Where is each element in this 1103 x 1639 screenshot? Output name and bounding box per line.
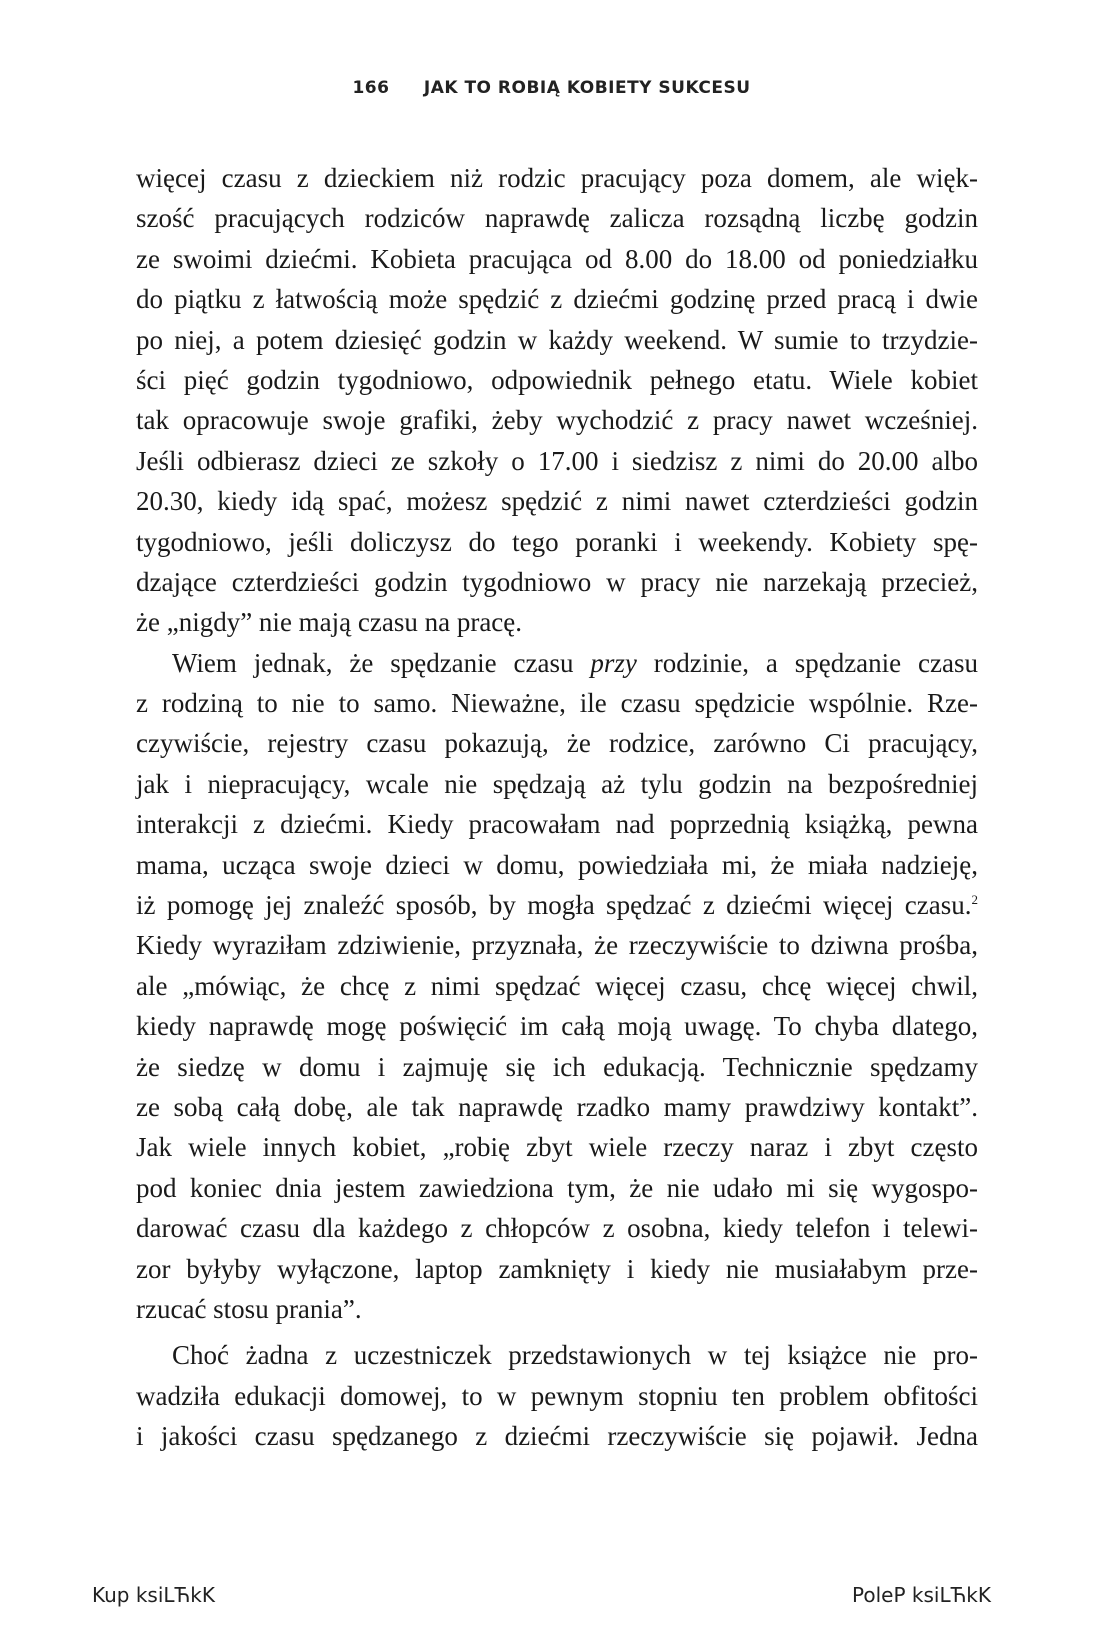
- text-line: że siedzę w domu i zajmuję się ich edukacją. Technicznie spędzamy: [136, 1051, 978, 1082]
- recommend-book-link[interactable]: PoleP ksiLЋkK: [852, 1583, 991, 1607]
- text-line: dzające czterdzieści godzin tygodniowo w pracy nie narzekają przecież,: [136, 566, 978, 597]
- text-line: rzucać stosu prania”.: [136, 1293, 362, 1324]
- buy-book-link[interactable]: Kup ksiLЋkK: [92, 1583, 215, 1607]
- text-line: po niej, a potem dziesięć godzin w każdy weekend. W sumie to trzydzie-: [136, 324, 978, 355]
- text-line: tygodniowo, jeśli doliczysz do tego poranki i weekendy. Kobiety spę-: [136, 526, 978, 557]
- text-line: czywiście, rejestry czasu pokazują, że rodzice, zarówno Ci pracujący,: [136, 728, 978, 759]
- text-line: do piątku z łatwością może spędzić z dziećmi godzinę przed pracą i dwie: [136, 284, 978, 315]
- text-line: mama, ucząca swoje dzieci w domu, powiedziała mi, że miała nadzieję,: [136, 849, 978, 880]
- text-line: [136, 885, 978, 925]
- footnote-marker: 2: [971, 892, 978, 908]
- text-fragment: rodzinie, a spędzanie czasu: [636, 647, 978, 678]
- text-line: 20.30, kiedy idą spać, możesz spędzić z nimi nawet czterdzieści godzin: [136, 486, 978, 517]
- text-fragment: Wiem jednak, że spędzanie czasu: [172, 647, 591, 678]
- text-line: pod koniec dnia jestem zawiedziona tym, że nie udało mi się wygospo-: [136, 1172, 978, 1203]
- text-line: kiedy naprawdę mogę poświęcić im całą moją uwagę. To chyba dlatego,: [136, 1011, 978, 1042]
- text-fragment: iż pomogę jej znaleźć sposób, by mogła spędzać z dziećmi więcej czasu.: [136, 890, 972, 921]
- running-title: JAK TO ROBIĄ KOBIETY SUKCESU: [423, 78, 751, 98]
- text-line: darować czasu dla każdego z chłopców z osobna, kiedy telefon i telewi-: [136, 1213, 978, 1244]
- text-line: Jak wiele innych kobiet, „robię zbyt wiele rzeczy naraz i zbyt często: [136, 1132, 978, 1163]
- text-line: ści pięć godzin tygodniowo, odpowiednik pełnego etatu. Wiele kobiet: [136, 364, 978, 395]
- text-line: [136, 643, 978, 683]
- text-line: szość pracujących rodziców naprawdę zalicza rozsądną liczbę godzin: [136, 203, 978, 234]
- text-line: ale „mówiąc, że chcę z nimi spędzać więcej czasu, chcę więcej chwil,: [136, 970, 978, 1001]
- text-line: tak opracowuje swoje grafiki, żeby wychodzić z pracy nawet wcześniej.: [136, 405, 978, 436]
- text-line: Jeśli odbierasz dzieci ze szkoły o 17.00 i siedzisz z nimi do 20.00 albo: [136, 445, 978, 476]
- running-header: [0, 78, 1103, 98]
- text-line: że „nigdy” nie mają czasu na pracę.: [136, 607, 523, 638]
- text-line: i jakości czasu spędzanego z dziećmi rzeczywiście się pojawił. Jedna: [136, 1421, 978, 1452]
- text-line: zor byłyby wyłączone, laptop zamknięty i kiedy nie musiałabym prze-: [136, 1253, 978, 1284]
- text-line: z rodziną to nie to samo. Nieważne, ile czasu spędzicie wspólnie. Rze-: [136, 688, 978, 719]
- text-line: wadziła edukacji domowej, to w pewnym stopniu ten problem obfitości: [136, 1380, 978, 1411]
- emphasis: przy: [590, 647, 637, 678]
- text-line: interakcji z dziećmi. Kiedy pracowałam nad poprzednią książką, pewna: [136, 809, 978, 840]
- text-line: jak i niepracujący, wcale nie spędzają aż tylu godzin na bezpośredniej: [136, 768, 978, 799]
- body-text: [136, 158, 978, 1457]
- text-line: ze swoimi dziećmi. Kobieta pracująca od 8.00 do 18.00 od poniedziałku: [136, 243, 978, 274]
- text-line: więcej czasu z dzieckiem niż rodzic pracujący poza domem, ale więk-: [136, 163, 978, 193]
- text-line: Kiedy wyraziłam zdziwienie, przyznała, że rzeczywiście to dziwna prośba,: [136, 930, 978, 961]
- text-line: Choć żadna z uczestniczek przedstawionych w tej książce nie pro-: [172, 1340, 978, 1371]
- page-number: 166: [352, 78, 390, 98]
- text-line: ze sobą całą dobę, ale tak naprawdę rzadko mamy prawdziwy kontakt”.: [136, 1091, 978, 1122]
